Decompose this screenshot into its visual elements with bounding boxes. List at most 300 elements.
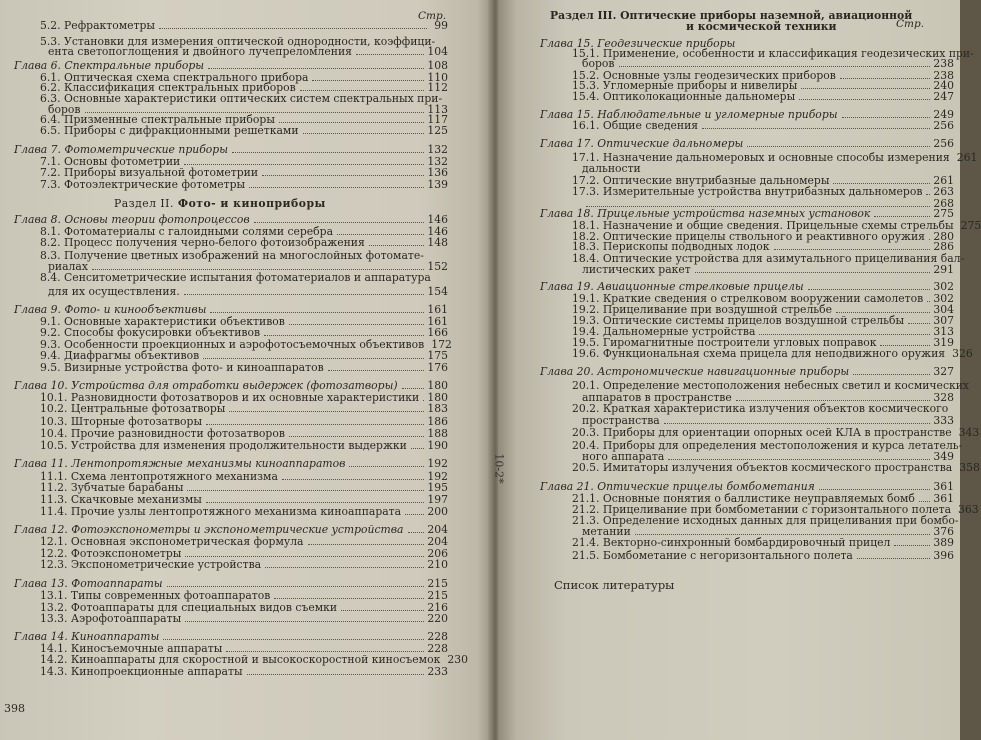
toc-title: Шторные фотозатворы xyxy=(70,415,203,428)
toc-chapter xyxy=(540,481,954,492)
toc-title: Разновидности фотозатворов и их основные характеристики xyxy=(70,391,420,404)
toc-number: 17.3. xyxy=(572,185,600,198)
toc-text xyxy=(582,58,615,69)
toc-page: 180 xyxy=(427,391,448,404)
toc-title: Визирные устройства фото- и киноаппаратов xyxy=(64,361,324,374)
toc-title: Зубчатые барабаны xyxy=(70,481,184,494)
dot-leader xyxy=(799,98,930,100)
toc-entry xyxy=(40,440,448,451)
toc-title: ента светопоглощения и двойного лучепреломления xyxy=(48,45,352,58)
dot-leader xyxy=(341,609,424,611)
toc-text xyxy=(48,46,352,57)
toc-number: 16.1. xyxy=(572,119,600,132)
toc-number: 17.2. xyxy=(572,174,600,187)
toc-number: 20.5. xyxy=(572,461,600,474)
toc-number: Глава 12. xyxy=(14,523,68,536)
toc-text xyxy=(40,440,407,451)
toc-number: 9.2. xyxy=(40,326,61,339)
toc-title: Векторно-синхронный бомбардировочный прицел xyxy=(602,536,891,549)
toc-title: Прицельные устройства наземных установок xyxy=(597,207,871,220)
section-title: Раздел III. Оптические приборы наземной, авиационной xyxy=(550,9,913,22)
dot-leader xyxy=(874,215,930,217)
toc-title: Геодезические приборы xyxy=(597,37,736,50)
toc-entry xyxy=(572,91,954,102)
toc-number: 19.4. xyxy=(572,325,600,338)
toc-page: 113 xyxy=(427,103,448,116)
toc-entry xyxy=(40,590,448,601)
toc-title: Применение, особенности и классификация геодезических при- xyxy=(602,47,974,60)
toc-page: 175 xyxy=(427,349,448,362)
toc-text xyxy=(40,494,202,505)
toc-chapter xyxy=(14,380,448,391)
toc-text xyxy=(572,427,952,438)
dot-leader xyxy=(184,163,424,165)
toc-page: 228 xyxy=(427,630,448,643)
toc-title: Прицеливание при воздушной стрельбе xyxy=(602,303,833,316)
toc-number: 7.1. xyxy=(40,155,61,168)
toc-number: 20.3. xyxy=(572,426,600,439)
toc-number: 12.2. xyxy=(40,547,68,560)
dot-leader xyxy=(894,544,930,546)
toc-page: 238 xyxy=(933,57,954,70)
toc-entry xyxy=(572,241,954,252)
toc-title: Оптические внутрибазные дальномеры xyxy=(602,174,830,187)
toc-entry xyxy=(572,379,970,392)
toc-number: 7.3. xyxy=(40,178,61,191)
toc-page: 304 xyxy=(933,303,954,316)
toc-number: Глава 18. xyxy=(540,207,594,220)
toc-title: Оптические дальномеры xyxy=(597,137,744,150)
toc-title: боров xyxy=(48,103,81,116)
toc-number: 21.1. xyxy=(572,492,600,505)
toc-title: ного аппарата xyxy=(582,450,665,463)
toc-number: 14.3. xyxy=(40,665,68,678)
toc-text xyxy=(572,537,890,548)
toc-number: 6.2. xyxy=(40,81,61,94)
toc-page: 275 xyxy=(933,207,954,220)
toc-page: 180 xyxy=(427,379,448,392)
toc-text xyxy=(572,241,770,252)
dot-leader xyxy=(249,186,424,188)
toc-title: Перископы подводных лодок xyxy=(602,240,770,253)
toc-text xyxy=(114,198,326,209)
toc-number: 6.1. xyxy=(40,71,61,84)
toc-title: Приборы для ориентации опорных осей КЛА в пространстве xyxy=(602,426,952,439)
toc-text xyxy=(14,144,228,155)
dot-leader xyxy=(308,543,425,545)
toc-page: 333 xyxy=(933,414,954,427)
toc-text xyxy=(572,403,948,414)
toc-number: 9.3. xyxy=(40,338,61,351)
dot-leader xyxy=(405,513,424,515)
dot-leader xyxy=(262,174,424,176)
toc-text xyxy=(14,524,404,535)
dot-leader xyxy=(232,151,424,153)
toc-entry xyxy=(40,250,448,261)
toc-page: 291 xyxy=(933,263,954,276)
toc-page: 280 xyxy=(933,230,954,243)
toc-page: 302 xyxy=(933,280,954,293)
toc-number: Глава 8. xyxy=(14,213,61,226)
toc-page: 139 xyxy=(427,178,448,191)
toc-number: 9.1. xyxy=(40,315,61,328)
dot-leader xyxy=(300,89,425,91)
toc-text xyxy=(572,91,795,102)
dot-leader xyxy=(423,399,424,401)
toc-title: Основы фотометрии xyxy=(64,155,181,168)
toc-text xyxy=(40,272,431,283)
dot-leader xyxy=(919,500,930,502)
toc-text xyxy=(14,380,398,391)
page-number: 398 xyxy=(4,702,25,715)
dot-leader xyxy=(619,65,931,67)
dot-leader xyxy=(163,638,424,640)
toc-page: 247 xyxy=(933,90,954,103)
toc-number: Глава 11. xyxy=(14,457,68,470)
toc-number: 10.3. xyxy=(40,415,68,428)
toc-text xyxy=(40,403,225,414)
toc-text xyxy=(572,348,945,359)
toc-number: Глава 19. xyxy=(540,280,594,293)
toc-chapter xyxy=(14,524,448,535)
toc-title: Бомбометание с негоризонтального полета xyxy=(602,549,853,562)
toc-title: Дальномерные устройства xyxy=(602,325,756,338)
dot-leader xyxy=(159,27,427,29)
toc-page: 112 xyxy=(427,81,448,94)
toc-text xyxy=(40,125,299,136)
toc-page: 343 xyxy=(958,426,980,439)
toc-title: Фото- и киноприборы xyxy=(177,197,326,210)
toc-title: Скачковые механизмы xyxy=(70,493,202,506)
dot-leader xyxy=(254,221,425,223)
toc-page: 204 xyxy=(427,523,448,536)
toc-page: 176 xyxy=(427,361,448,374)
toc-text xyxy=(40,350,199,361)
toc-title: Основные узлы геодезических приборов xyxy=(602,69,836,82)
toc-number: 7.2. xyxy=(40,166,61,179)
toc-number: Глава 17. xyxy=(540,137,594,150)
toc-title: листических ракет xyxy=(582,263,691,276)
toc-entry xyxy=(48,46,448,57)
dot-leader xyxy=(210,311,424,313)
toc-title: Наблюдательные и угломерные приборы xyxy=(597,108,838,121)
dot-leader xyxy=(842,116,931,118)
toc-number: 11.1. xyxy=(40,470,68,483)
margin-note: 10-2* xyxy=(492,453,506,484)
toc-page: 256 xyxy=(933,119,954,132)
toc-title: Типы современных фотоаппаратов xyxy=(70,589,271,602)
dot-leader xyxy=(411,447,425,449)
toc-number: Глава 6. xyxy=(14,59,61,72)
toc-chapter xyxy=(540,281,954,292)
toc-title: Фотоэкспонометры и экспонометрические устройства xyxy=(71,523,404,536)
toc-page: 376 xyxy=(933,525,954,538)
toc-number: 14.2. xyxy=(40,653,68,666)
toc-title: Фотоаппараты для специальных видов съемки xyxy=(70,601,338,614)
toc-number: 5.3. xyxy=(40,35,61,48)
toc-page: 302 xyxy=(933,292,954,305)
toc-title: Назначение дальномеровых и основные способы измерения xyxy=(602,151,950,164)
toc-text xyxy=(572,120,698,131)
toc-page: 132 xyxy=(427,155,448,168)
toc-entry xyxy=(572,120,954,131)
toc-page: 132 xyxy=(427,143,448,156)
toc-title: Лентопротяжные механизмы киноаппаратов xyxy=(71,457,346,470)
toc-entry xyxy=(572,186,954,197)
toc-title: Оптическая схема спектрального прибора xyxy=(64,71,309,84)
dot-leader xyxy=(402,387,425,389)
toc-title: Основная экспонометрическая формула xyxy=(70,535,304,548)
toc-page: 136 xyxy=(427,166,448,179)
toc-title: Аэрофотоаппараты xyxy=(70,612,182,625)
toc-number: 21.2. xyxy=(572,503,600,516)
toc-number: 6.4. xyxy=(40,113,61,126)
toc-text xyxy=(40,362,324,373)
dot-leader xyxy=(206,423,424,425)
toc-title: Астрономические навигационные приборы xyxy=(597,365,850,378)
toc-title: Способы фокусировки объективов xyxy=(64,326,261,339)
toc-number: 8.3. xyxy=(40,249,61,262)
toc-number: 20.4. xyxy=(572,439,600,452)
toc-page: 349 xyxy=(933,450,954,463)
toc-title: для их осуществления. xyxy=(48,285,180,298)
toc-page: 204 xyxy=(427,535,448,548)
toc-number: Глава 13. xyxy=(14,577,68,590)
toc-number: 6.3. xyxy=(40,92,61,105)
toc-page: 319 xyxy=(933,336,954,349)
toc-page: 200 xyxy=(427,505,448,518)
dot-leader xyxy=(759,333,930,335)
dot-leader xyxy=(695,271,931,273)
toc-number: 19.3. xyxy=(572,314,600,327)
toc-page: 268 xyxy=(933,197,954,210)
toc-entry xyxy=(572,426,980,439)
toc-text xyxy=(40,666,243,677)
toc-text xyxy=(40,416,202,427)
dot-leader xyxy=(668,458,930,460)
toc-number: 21.3. xyxy=(572,514,600,527)
toc-entry xyxy=(48,286,448,297)
toc-page: 313 xyxy=(933,325,954,338)
toc-title: дальности xyxy=(582,162,641,175)
toc-page: 152 xyxy=(427,260,448,273)
toc-section xyxy=(114,198,448,209)
toc-title: Оптические устройства для азимутального прицеливания бал- xyxy=(602,252,965,265)
toc-title: Функциональная схема прицела для неподвижного оружия xyxy=(602,347,946,360)
toc-number: 12.3. xyxy=(40,558,68,571)
toc-text xyxy=(572,462,952,473)
dot-leader xyxy=(356,53,424,55)
dot-leader xyxy=(303,132,425,134)
toc-chapter xyxy=(14,144,448,155)
toc-number: 13.2. xyxy=(40,601,68,614)
toc-page: 256 xyxy=(933,137,954,150)
toc-page: 197 xyxy=(427,493,448,506)
toc-page: 206 xyxy=(427,547,448,560)
toc-text xyxy=(582,163,641,174)
toc-number: Глава 7. xyxy=(14,143,61,156)
dot-leader xyxy=(265,566,424,568)
toc-page: 154 xyxy=(427,285,448,298)
toc-text xyxy=(572,550,853,561)
toc-title: Оптические системы прицелов воздушной стрельбы xyxy=(602,314,905,327)
page-column-label: Стр. xyxy=(418,10,447,22)
toc-number: 20.1. xyxy=(572,379,600,392)
toc-entry xyxy=(572,403,954,414)
toc-text xyxy=(40,428,285,439)
toc-title: Прицеливание при бомбометании с горизонтального полета xyxy=(602,503,952,516)
toc-number: 10.1. xyxy=(40,391,68,404)
toc-text xyxy=(14,631,159,642)
toc-number: 12.1. xyxy=(40,535,68,548)
dot-leader xyxy=(274,597,424,599)
toc-page: 146 xyxy=(427,213,448,226)
toc-page: 216 xyxy=(427,601,448,614)
toc-entry xyxy=(40,613,448,624)
dot-leader xyxy=(908,322,930,324)
toc-entry xyxy=(40,272,448,283)
toc-number: 18.2. xyxy=(572,230,600,243)
toc-chapter xyxy=(14,631,448,642)
toc-chapter xyxy=(14,304,448,315)
toc-title: Экспонометрические устройства xyxy=(70,558,262,571)
toc-title: боров xyxy=(582,57,615,70)
toc-title: Прочие разновидности фотозатворов xyxy=(70,427,285,440)
toc-title: Основные характеристики оптических систем спектральных при- xyxy=(64,92,443,105)
toc-text xyxy=(554,580,674,591)
toc-title: Приборы визуальной фотометрии xyxy=(64,166,259,179)
toc-entry xyxy=(40,506,448,517)
toc-page: 328 xyxy=(933,391,954,404)
toc-text xyxy=(14,458,345,469)
dot-leader xyxy=(247,673,425,675)
toc-entry xyxy=(40,179,448,190)
toc-page: 99 xyxy=(434,19,448,32)
toc-text xyxy=(40,536,304,547)
toc-title: Фотоматериалы с галоидными солями серебра xyxy=(64,225,334,238)
dot-leader xyxy=(836,311,930,313)
toc-chapter xyxy=(540,138,954,149)
toc-page: 230 xyxy=(447,653,468,666)
toc-page: 286 xyxy=(933,240,954,253)
dot-leader xyxy=(187,489,424,491)
toc-text xyxy=(40,179,245,190)
toc-chapter xyxy=(14,458,448,469)
toc-chapter xyxy=(14,214,448,225)
toc-number: 21.4. xyxy=(572,536,600,549)
toc-page: 307 xyxy=(933,314,954,327)
toc-page: 327 xyxy=(933,365,954,378)
toc-entry xyxy=(582,163,954,174)
toc-title: Прочие узлы лентопротяжного механизма киноаппарата xyxy=(70,505,402,518)
toc-title: Оптиколокационные дальномеры xyxy=(602,90,796,103)
toc-title: Центральные фотозатворы xyxy=(70,402,226,415)
dot-leader xyxy=(203,357,424,359)
toc-page: 238 xyxy=(933,69,954,82)
toc-text xyxy=(40,506,401,517)
toc-title: Получение цветных изображений на многослойных фотомате- xyxy=(64,249,424,262)
toc-title: Приборы для определения местоположения и курса летатель- xyxy=(602,439,963,452)
dot-leader xyxy=(408,531,425,533)
toc-page: 148 xyxy=(427,236,448,249)
toc-number: 19.6. xyxy=(572,347,600,360)
toc-chapter xyxy=(14,578,448,589)
toc-title: Основные характеристики объективов xyxy=(64,315,285,328)
toc-chapter xyxy=(540,208,954,219)
toc-title: Диафрагмы объективов xyxy=(64,349,200,362)
toc-number: 11.3. xyxy=(40,493,68,506)
toc-entry xyxy=(40,536,448,547)
toc-title: Измерительные устройства внутрибазных дальномеров xyxy=(602,185,923,198)
dot-leader xyxy=(880,344,930,346)
dot-leader xyxy=(801,87,930,89)
toc-title: Фото- и кинообъективы xyxy=(64,303,207,316)
toc-page: 240 xyxy=(933,79,954,92)
toc-page: 146 xyxy=(427,225,448,238)
toc-title: пространства xyxy=(582,414,660,427)
toc-page: 186 xyxy=(427,415,448,428)
toc-number: 10.4. xyxy=(40,427,68,440)
toc-text xyxy=(540,366,849,377)
toc-text xyxy=(14,214,250,225)
toc-entry xyxy=(40,350,448,361)
toc-title: Киносъемочные аппараты xyxy=(70,642,223,655)
dot-leader xyxy=(929,238,930,240)
toc-number: 17.1. xyxy=(572,151,600,164)
dot-leader xyxy=(226,650,424,652)
toc-title: аппаратов в пространстве xyxy=(582,391,732,404)
toc-number: 15.2. xyxy=(572,69,600,82)
toc-title: Приборы с дифракционными решетками xyxy=(64,124,299,137)
dot-leader xyxy=(833,182,930,184)
toc-entry xyxy=(40,666,448,677)
dot-leader xyxy=(664,422,931,424)
toc-entry xyxy=(40,494,448,505)
toc-number: Раздел II. xyxy=(114,197,174,210)
toc-number: 14.1. xyxy=(40,642,68,655)
toc-page: 261 xyxy=(956,151,978,164)
toc-title: Определение исходных данных для прицеливания при бомбо- xyxy=(602,514,959,527)
toc-page: 108 xyxy=(427,59,448,72)
toc-text xyxy=(572,380,969,391)
toc-text xyxy=(40,20,155,31)
toc-title: Список литературы xyxy=(554,578,675,592)
toc-text xyxy=(40,237,365,248)
toc-number: Глава 14. xyxy=(14,630,68,643)
dot-leader xyxy=(635,533,931,535)
toc-entry xyxy=(554,580,926,591)
toc-text xyxy=(40,93,442,104)
toc-title: Определение местоположения небесных светил и космических xyxy=(602,379,970,392)
dot-leader xyxy=(774,248,931,250)
toc-number: 15.3. xyxy=(572,79,600,92)
toc-title: Устройства для изменения продолжительности выдержки xyxy=(70,439,407,452)
toc-number: 8.1. xyxy=(40,225,61,238)
toc-title: Установки для измерения оптической однородности, коэффици- xyxy=(64,35,436,48)
toc-text xyxy=(40,482,183,493)
toc-text xyxy=(40,250,424,261)
dot-leader xyxy=(853,373,930,375)
toc-title: Основные понятия о баллистике неуправляемых бомб xyxy=(602,492,915,505)
toc-title: Схема лентопротяжного механизма xyxy=(70,470,278,483)
toc-chapter xyxy=(14,60,448,71)
toc-title: Оптические прицелы ствольного и реактивного оружия xyxy=(602,230,925,243)
toc-title: Оптические прицелы бомбометания xyxy=(597,480,815,493)
dot-leader xyxy=(736,399,931,401)
toc-title: Особенности проекционных и аэрофотосъемочных объективов xyxy=(64,338,425,351)
toc-number: 9.5. xyxy=(40,361,61,374)
dot-leader xyxy=(702,127,930,129)
